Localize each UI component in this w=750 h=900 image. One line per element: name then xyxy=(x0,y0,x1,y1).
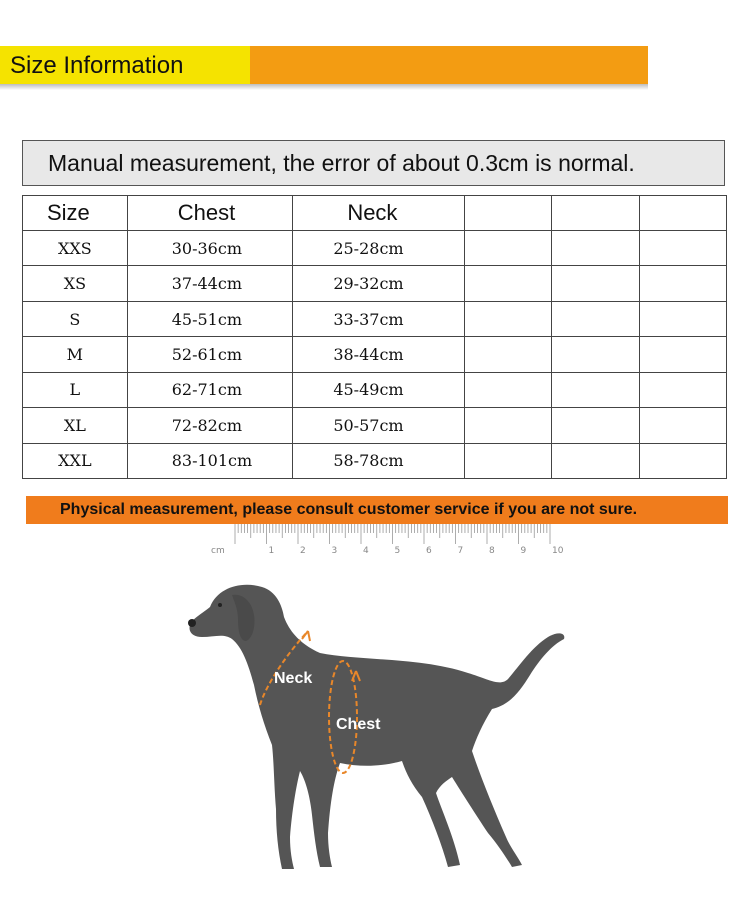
cell-neck: 33-37cm xyxy=(293,301,465,336)
cell-empty xyxy=(464,231,551,266)
cell-empty xyxy=(639,408,726,443)
cell-size: S xyxy=(23,301,128,336)
cell-size: XL xyxy=(23,408,128,443)
ruler-tick-label: 6 xyxy=(426,546,432,556)
cell-size: L xyxy=(23,372,128,407)
cell-size: XS xyxy=(23,266,128,301)
ruler-tick-label: 9 xyxy=(520,546,527,556)
measurement-note: Manual measurement, the error of about 0.3cm is normal. xyxy=(22,140,725,186)
cell-empty xyxy=(464,337,551,372)
cell-chest: 30-36cm xyxy=(127,231,293,266)
cell-empty xyxy=(552,443,639,478)
cell-empty xyxy=(464,408,551,443)
cell-empty xyxy=(552,301,639,336)
cell-empty xyxy=(552,408,639,443)
cell-chest: 37-44cm xyxy=(127,266,293,301)
ruler-tick-label: 10 xyxy=(552,546,564,556)
cell-neck: 58-78cm xyxy=(293,443,465,478)
cell-neck: 25-28cm xyxy=(293,231,465,266)
cell-empty xyxy=(639,266,726,301)
physical-measurement-notice: Physical measurement, please consult customer service if you are not sure. xyxy=(26,496,728,524)
table-row xyxy=(23,231,727,266)
header-size: Size xyxy=(23,196,128,231)
header-empty xyxy=(552,196,639,231)
table-row xyxy=(23,266,727,301)
cell-neck: 45-49cm xyxy=(293,372,465,407)
ruler-icon xyxy=(205,522,564,558)
size-info-banner xyxy=(0,46,648,84)
ruler-tick-label: 7 xyxy=(457,546,464,556)
cell-empty xyxy=(552,231,639,266)
size-table xyxy=(22,195,727,479)
cell-empty xyxy=(464,443,551,478)
table-row xyxy=(23,372,727,407)
cell-empty xyxy=(639,372,726,407)
ruler-unit-label: cm xyxy=(211,546,225,556)
cell-empty xyxy=(464,372,551,407)
cell-empty xyxy=(639,443,726,478)
table-row xyxy=(23,337,727,372)
table-row xyxy=(23,443,727,478)
neck-label: Neck xyxy=(274,670,313,687)
ruler-tick-label: 4 xyxy=(363,546,369,556)
banner-orange-segment xyxy=(250,46,648,84)
header-chest: Chest xyxy=(127,196,293,231)
cell-chest: 83-101cm xyxy=(127,443,293,478)
cell-chest: 52-61cm xyxy=(127,337,293,372)
cell-neck: 38-44cm xyxy=(293,337,465,372)
header-empty xyxy=(464,196,551,231)
table-row xyxy=(23,408,727,443)
ruler-tick-label: 5 xyxy=(394,546,401,556)
cell-empty xyxy=(639,301,726,336)
cell-empty xyxy=(552,337,639,372)
cell-chest: 45-51cm xyxy=(127,301,293,336)
cell-chest: 62-71cm xyxy=(127,372,293,407)
cell-neck: 29-32cm xyxy=(293,266,465,301)
ruler-tick-label: 3 xyxy=(331,546,338,556)
banner-title: Size Information xyxy=(10,52,184,79)
cell-chest: 72-82cm xyxy=(127,408,293,443)
dog-silhouette-diagram xyxy=(170,575,590,885)
ruler-tick-label: 8 xyxy=(489,546,495,556)
cell-size: XXL xyxy=(23,443,128,478)
table-header-row xyxy=(23,196,727,231)
chest-label: Chest xyxy=(336,716,381,733)
ruler-tick-label: 1 xyxy=(268,546,275,556)
header-empty xyxy=(639,196,726,231)
banner-shadow xyxy=(0,84,648,90)
cell-empty xyxy=(464,301,551,336)
header-neck: Neck xyxy=(293,196,465,231)
cell-size: XXS xyxy=(23,231,128,266)
cell-empty xyxy=(464,266,551,301)
table-row xyxy=(23,301,727,336)
ruler-tick-label: 2 xyxy=(300,546,306,556)
cell-empty xyxy=(639,231,726,266)
cell-empty xyxy=(552,372,639,407)
cell-empty xyxy=(639,337,726,372)
cell-neck: 50-57cm xyxy=(293,408,465,443)
cell-size: M xyxy=(23,337,128,372)
cell-empty xyxy=(552,266,639,301)
